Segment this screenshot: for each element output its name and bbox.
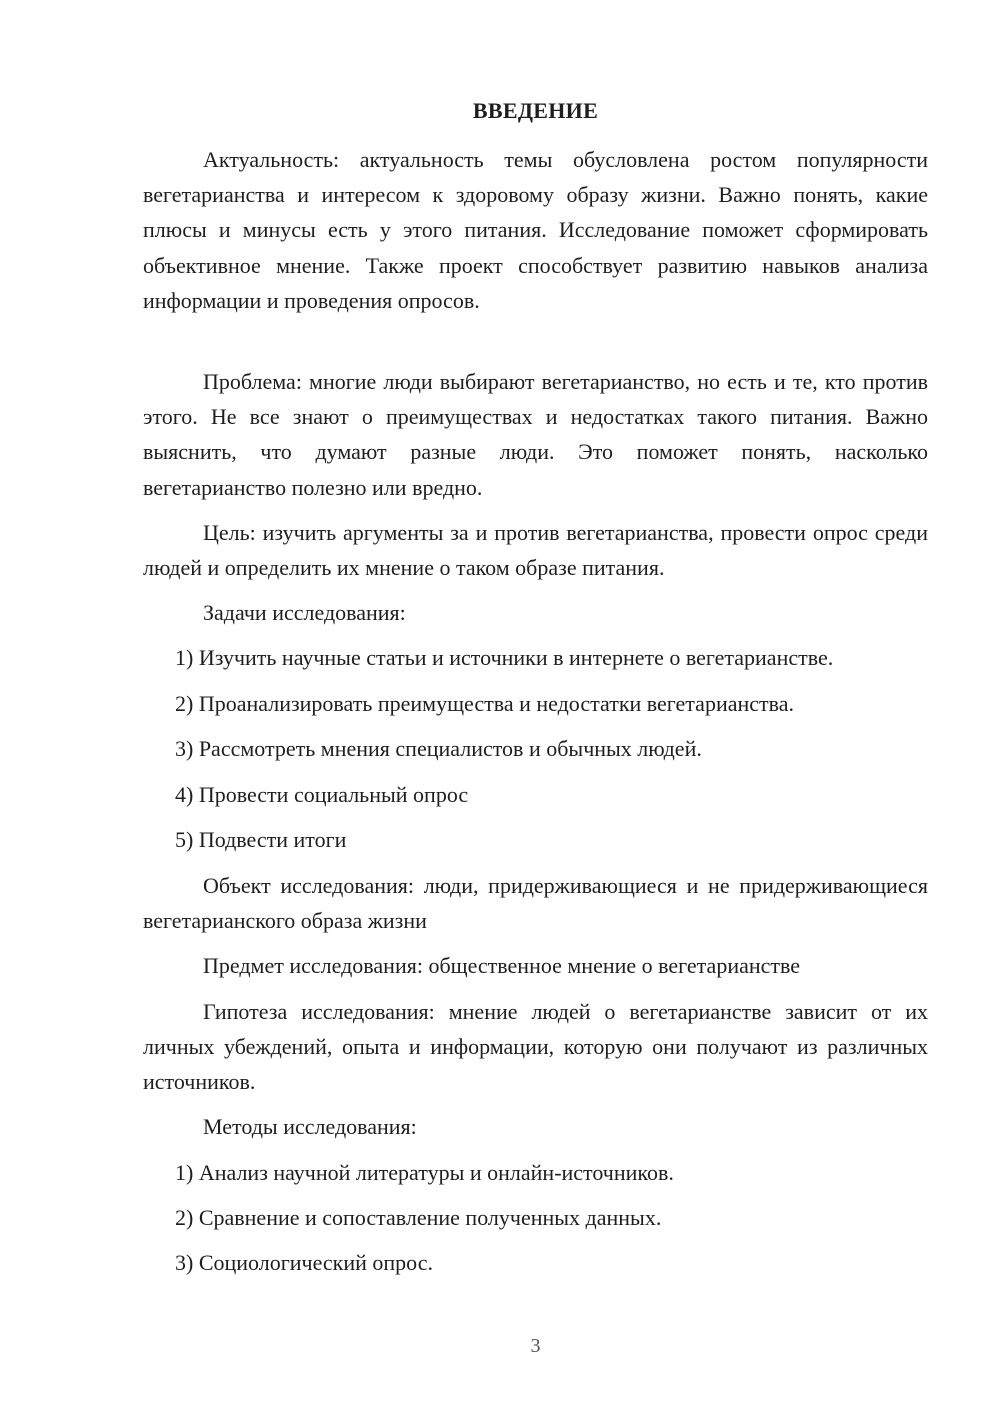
task-item-4: 4) Провести социальный опрос	[175, 782, 469, 807]
task-item-3: 3) Рассмотреть мнения специалистов и обычных людей.	[175, 736, 702, 761]
method-item-2: 2) Сравнение и сопоставление полученных данных.	[175, 1205, 662, 1230]
goal-paragraph: Цель: изучить аргументы за и против вегетарианства, провести опрос среди людей и определить их мнение о таком образе питания.	[143, 520, 928, 581]
method-item-3: 3) Социологический опрос.	[175, 1250, 433, 1275]
document-page	[143, 0, 928, 1414]
method-item-1: 1) Анализ научной литературы и онлайн-источников.	[175, 1160, 674, 1185]
tasks-label: Задачи исследования:	[203, 600, 406, 625]
task-item-5: 5) Подвести итоги	[175, 827, 347, 852]
object-paragraph: Объект исследования: люди, придерживающиеся и не придерживающиеся вегетарианского образа жизни	[143, 873, 928, 934]
relevance-paragraph: Актуальность: актуальность темы обусловлена ростом популярности вегетарианства и интересом к здоровому образу жизни. Важно понять, какие плюсы и минусы есть у этого питания. Исследование поможет сформировать объективное мнение. Также проект способствует развитию навыков анализа информации и проведения опросов.	[143, 147, 928, 313]
problem-paragraph: Проблема: многие люди выбирают вегетарианство, но есть и те, кто против этого. Не все знают о преимуществах и недостатках такого питания. Важно выяснить, что думают разные люди. Это поможет понять, насколько вегетарианство полезно или вредно.	[143, 369, 928, 500]
page-title: ВВЕДЕНИЕ	[472, 98, 599, 123]
task-item-2: 2) Проанализировать преимущества и недостатки вегетарианства.	[175, 691, 794, 716]
task-item-1: 1) Изучить научные статьи и источники в интернете о вегетарианстве.	[175, 645, 834, 670]
methods-label: Методы исследования:	[203, 1114, 417, 1139]
hypothesis-paragraph: Гипотеза исследования: мнение людей о вегетарианстве зависит от их личных убеждений, опыта и информации, которую они получают из различных источников.	[143, 999, 928, 1095]
page-number: 3	[530, 1335, 541, 1357]
subject-paragraph: Предмет исследования: общественное мнение о вегетарианстве	[203, 953, 801, 978]
